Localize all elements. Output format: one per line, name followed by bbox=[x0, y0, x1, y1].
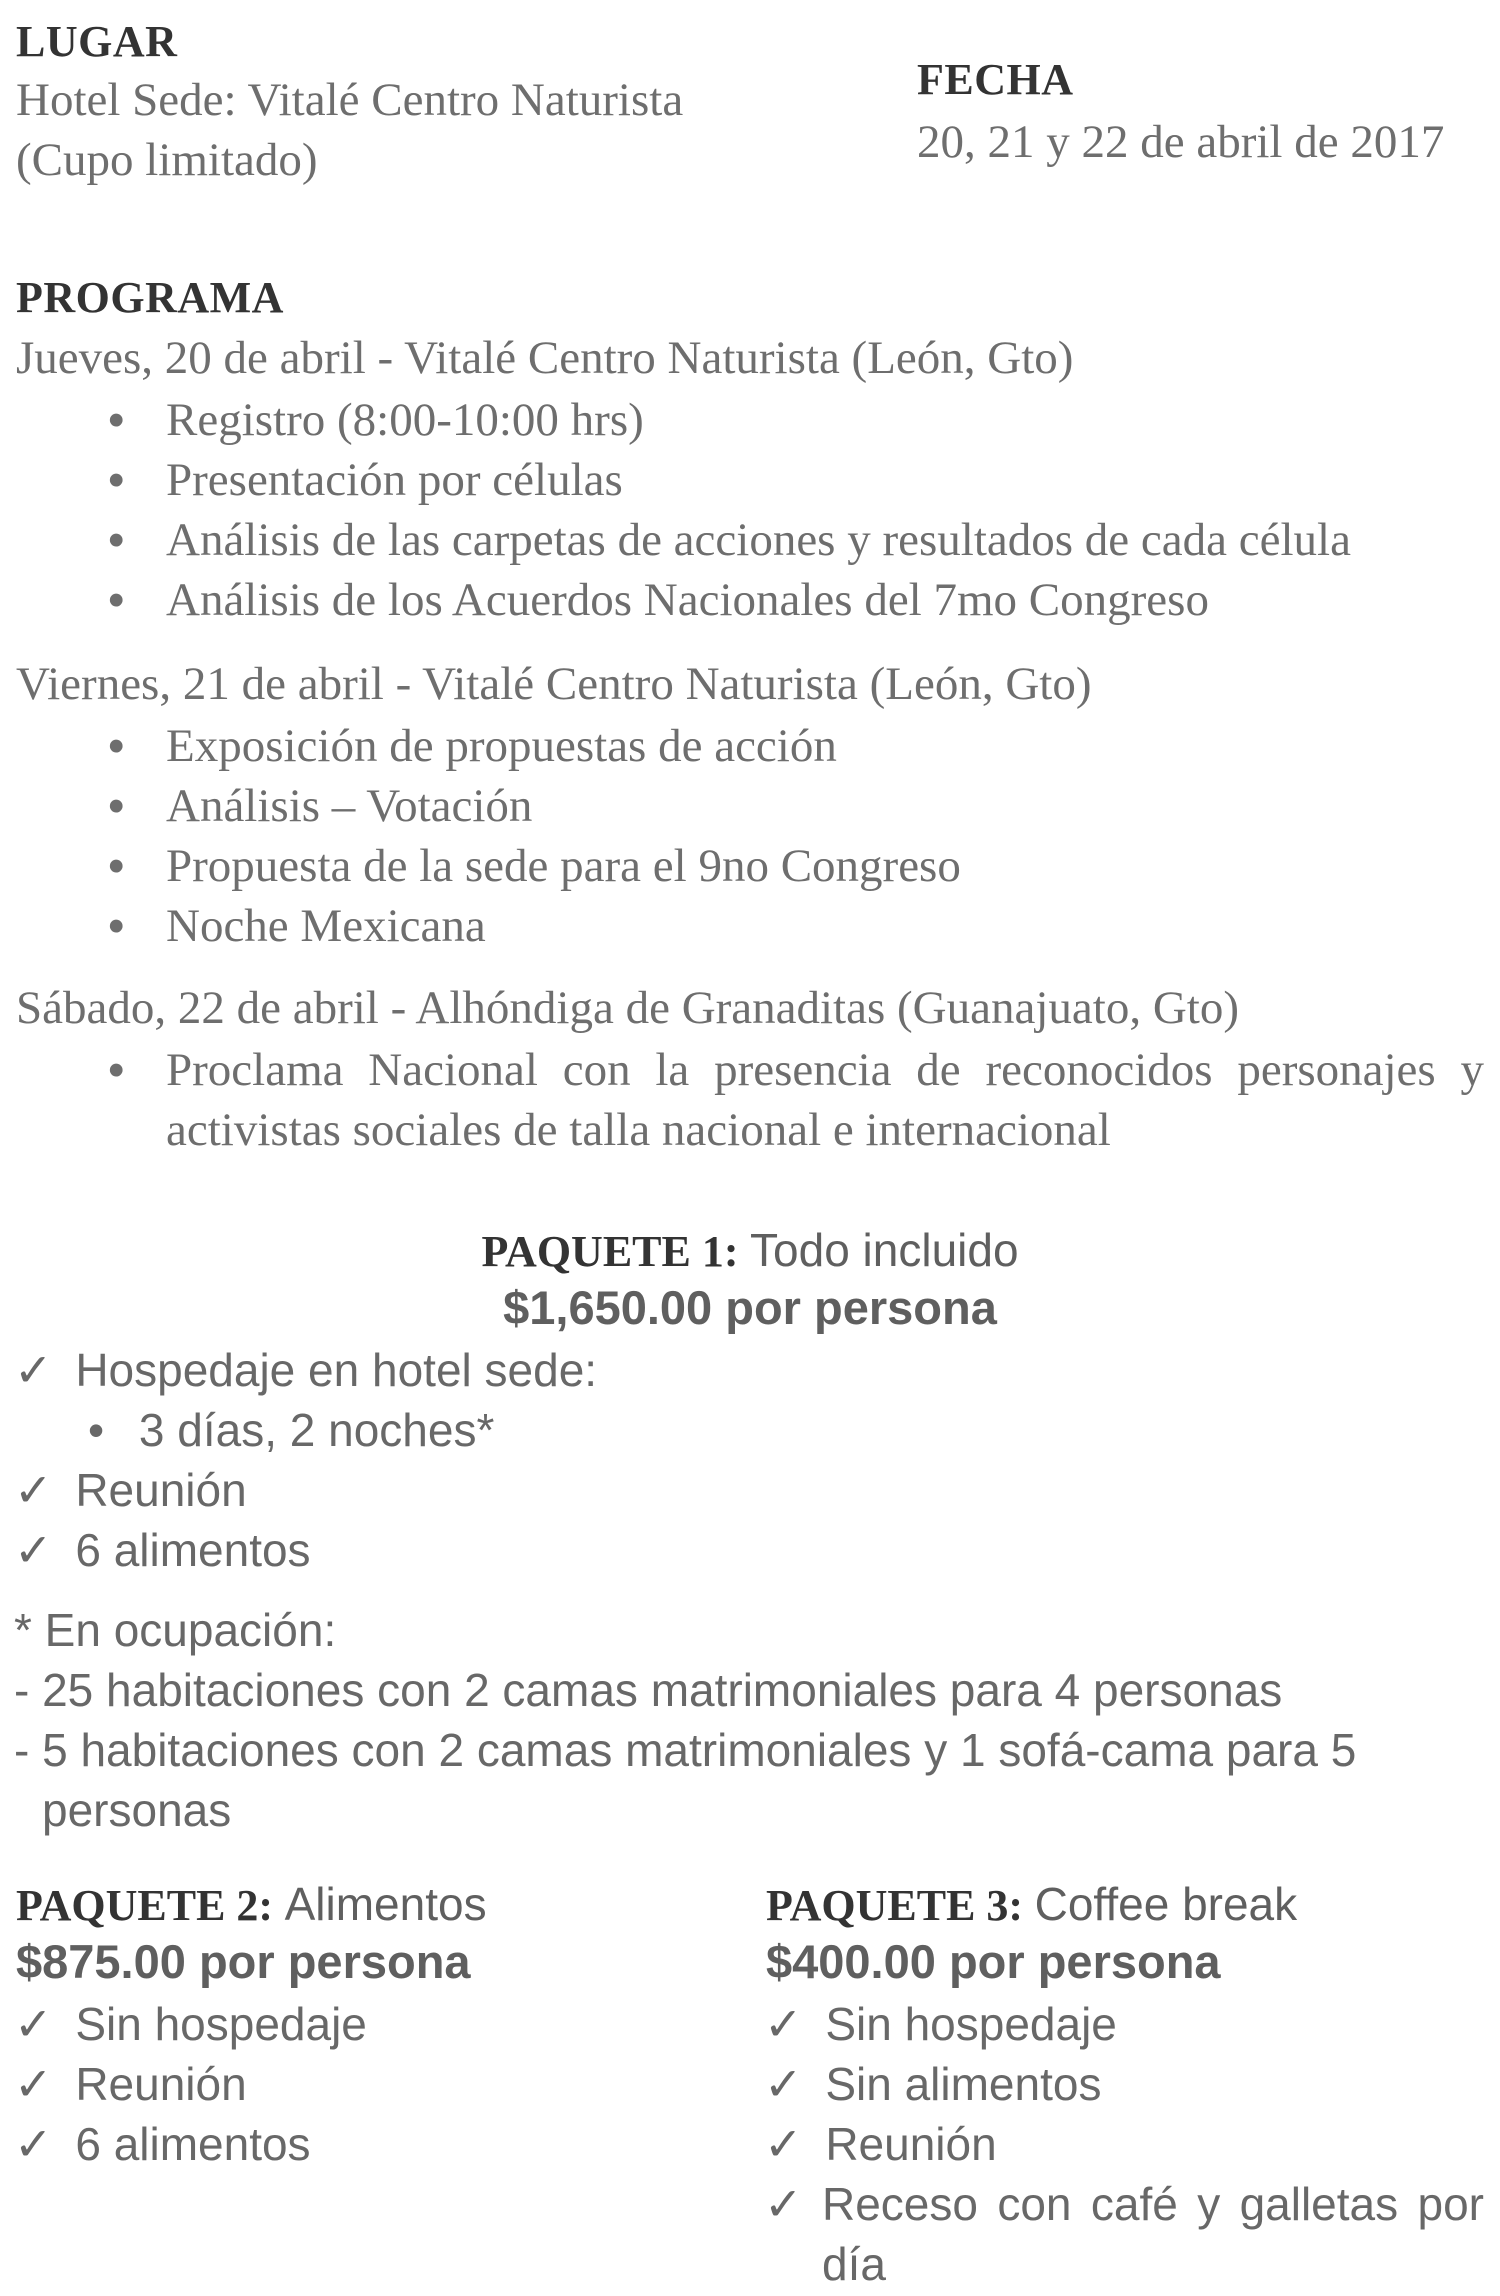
bullet-icon: • bbox=[108, 899, 125, 952]
bullet-icon: • bbox=[108, 393, 125, 446]
day-title-sabado: Sábado, 22 de abril - Alhóndiga de Granaditas (Guanajuato, Gto) bbox=[16, 982, 1239, 1034]
list-item: • Propuesta de la sede para el 9no Congreso bbox=[108, 836, 1478, 896]
check-icon: ✓ bbox=[14, 1463, 53, 1517]
check-icon: ✓ bbox=[764, 1997, 803, 2051]
check-item: ✓ Receso con café y galletas por día bbox=[764, 2174, 1484, 2294]
check-item: ✓ Sin hospedaje bbox=[764, 1997, 1117, 2051]
occupancy-note: personas bbox=[42, 1784, 232, 1836]
paquete3-price: $400.00 por persona bbox=[766, 1935, 1221, 1988]
paquete1-price: $1,650.00 por persona bbox=[503, 1281, 997, 1334]
day-title-jueves: Jueves, 20 de abril - Vitalé Centro Naturista (León, Gto) bbox=[16, 332, 1074, 384]
check-item: ✓ Hospedaje en hotel sede: bbox=[14, 1343, 598, 1397]
bullet-icon: • bbox=[108, 779, 125, 832]
check-item: ✓ Reunión bbox=[14, 1463, 247, 1517]
check-icon: ✓ bbox=[14, 1343, 53, 1397]
day-title-viernes: Viernes, 21 de abril - Vitalé Centro Naturista (León, Gto) bbox=[16, 658, 1092, 710]
list-item: • Proclama Nacional con la presencia de reconocidos personajes y activistas sociales de talla nacional e internacional bbox=[108, 1040, 1484, 1160]
check-icon: ✓ bbox=[14, 1997, 53, 2051]
check-icon: ✓ bbox=[14, 2057, 53, 2111]
list-item: • 3 días, 2 noches* bbox=[88, 1404, 495, 1456]
check-item: ✓ Reunión bbox=[764, 2117, 997, 2171]
bullet-icon: • bbox=[108, 513, 125, 566]
lugar-heading: LUGAR bbox=[16, 17, 178, 66]
bullet-icon: • bbox=[88, 1404, 105, 1456]
check-item: ✓ 6 alimentos bbox=[14, 2117, 311, 2171]
bullet-icon: • bbox=[108, 573, 125, 626]
paquete2-price: $875.00 por persona bbox=[16, 1935, 471, 1988]
list-item: • Noche Mexicana bbox=[108, 896, 1478, 956]
check-item: ✓ 6 alimentos bbox=[14, 1523, 311, 1577]
list-item: • Presentación por células bbox=[108, 450, 1478, 510]
occupancy-note: - 25 habitaciones con 2 camas matrimoniales para 4 personas bbox=[14, 1664, 1283, 1716]
list-item: • Análisis – Votación bbox=[108, 776, 1478, 836]
bullet-icon: • bbox=[108, 453, 125, 506]
list-item: • Registro (8:00-10:00 hrs) bbox=[108, 390, 1478, 450]
fecha-heading: FECHA bbox=[917, 55, 1074, 104]
bullet-icon: • bbox=[108, 1043, 125, 1096]
check-icon: ✓ bbox=[764, 2177, 803, 2231]
list-item: • Análisis de los Acuerdos Nacionales del 7mo Congreso bbox=[108, 570, 1478, 630]
lugar-cupo: (Cupo limitado) bbox=[16, 134, 318, 186]
occupancy-note: - 5 habitaciones con 2 camas matrimoniales y 1 sofá-cama para 5 bbox=[14, 1724, 1357, 1776]
programa-heading: PROGRAMA bbox=[16, 273, 284, 322]
check-item: ✓ Sin alimentos bbox=[764, 2057, 1102, 2111]
bullet-icon: • bbox=[108, 839, 125, 892]
fecha-value: 20, 21 y 22 de abril de 2017 bbox=[917, 116, 1445, 168]
check-item: ✓ Sin hospedaje bbox=[14, 1997, 367, 2051]
occupancy-note-title: * En ocupación: bbox=[14, 1604, 337, 1656]
list-item: • Análisis de las carpetas de acciones y resultados de cada célula bbox=[108, 510, 1488, 570]
list-item: • Exposición de propuestas de acción bbox=[108, 716, 1478, 776]
check-icon: ✓ bbox=[14, 2117, 53, 2171]
lugar-hotel: Hotel Sede: Vitalé Centro Naturista bbox=[16, 74, 684, 126]
paquete2-title: PAQUETE 2: Alimentos bbox=[16, 1878, 487, 1930]
check-icon: ✓ bbox=[764, 2117, 803, 2171]
bullet-icon: • bbox=[108, 719, 125, 772]
check-item: ✓ Reunión bbox=[14, 2057, 247, 2111]
check-icon: ✓ bbox=[14, 1523, 53, 1577]
check-icon: ✓ bbox=[764, 2057, 803, 2111]
paquete3-title: PAQUETE 3: Coffee break bbox=[766, 1878, 1298, 1930]
paquete1-title: PAQUETE 1: Todo incluido bbox=[481, 1224, 1019, 1276]
